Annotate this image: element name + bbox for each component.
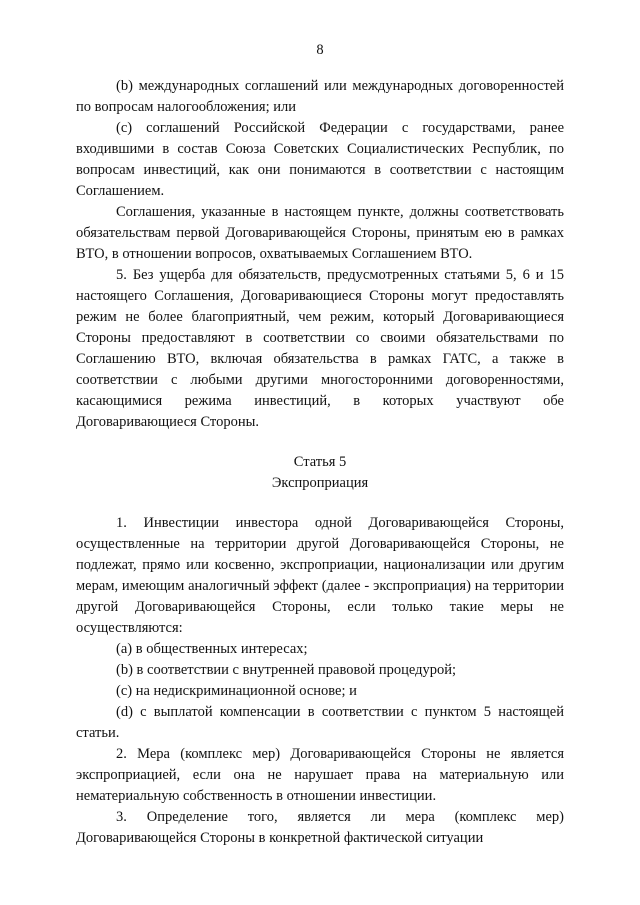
paragraph-2-measure: 2. Мера (комплекс мер) Договаривающейся Стороны не является экспроприацией, если она не нарушает права на материальную или нематериальную собственность в отношении инвестиции. (76, 746, 564, 804)
list-item-a: (a) в общественных интересах; (116, 641, 308, 657)
spacer (76, 494, 564, 513)
paragraph-1-expropriation: 1. Инвестиции инвестора одной Договаривающейся Стороны, осуществленные на территории другой Договаривающейся Стороны, не подлежат, прямо или косвенно, экспроприации, национализации или другим мерам, имеющим аналогичный эффект (далее - экспроприация) на территории другой Договаривающейся Стороны, если только такие меры не осуществляются: (76, 515, 564, 636)
article-heading (76, 452, 564, 494)
paragraph-c-ussr: (c) соглашений Российской Федерации с государствами, ранее входившими в состав Союза Советских Социалистических Республик, по вопросам инвестиций, как они понимаются в соответствии с настоящим Соглашением. (76, 120, 564, 199)
list-item-b: (b) в соответствии с внутренней правовой процедурой; (116, 662, 457, 678)
spacer (76, 433, 564, 452)
document-body (76, 76, 564, 849)
article-title: Экспроприация (271, 475, 369, 491)
paragraph-agreements-wto: Соглашения, указанные в настоящем пункте, должны соответствовать обязательствам первой Договаривающейся Стороны, принятым ею в рамках ВТО, в отношении вопросов, охватываемых Соглашением ВТО. (76, 204, 564, 262)
paragraph-5-treatment: 5. Без ущерба для обязательств, предусмотренных статьями 5, 6 и 15 настоящего Соглашения, Договаривающиеся Стороны могут предоставлять режим не более благоприятный, чем режим, который Договаривающиеся Стороны предоставляют в соответствии со своими обязательствами по Соглашению ВТО, включая обязательства в рамках ГАТС, а также в соответствии с любыми другими многосторонними договоренностями, касающимися режима инвестиций, в которых участвуют обе Договаривающиеся Стороны. (76, 267, 564, 430)
page-number: 8 (316, 42, 324, 58)
list-item-d: (d) с выплатой компенсации в соответствии с пунктом 5 настоящей статьи. (76, 704, 564, 741)
paragraph-b-tax: (b) международных соглашений или международных договоренностей по вопросам налогообложения; или (76, 78, 564, 115)
article-number: Статья 5 (293, 454, 347, 470)
paragraph-3-determination: 3. Определение того, является ли мера (комплекс мер) Договаривающейся Стороны в конкретной фактической ситуации (76, 809, 564, 846)
list-item-c: (c) на недискриминационной основе; и (116, 683, 357, 699)
